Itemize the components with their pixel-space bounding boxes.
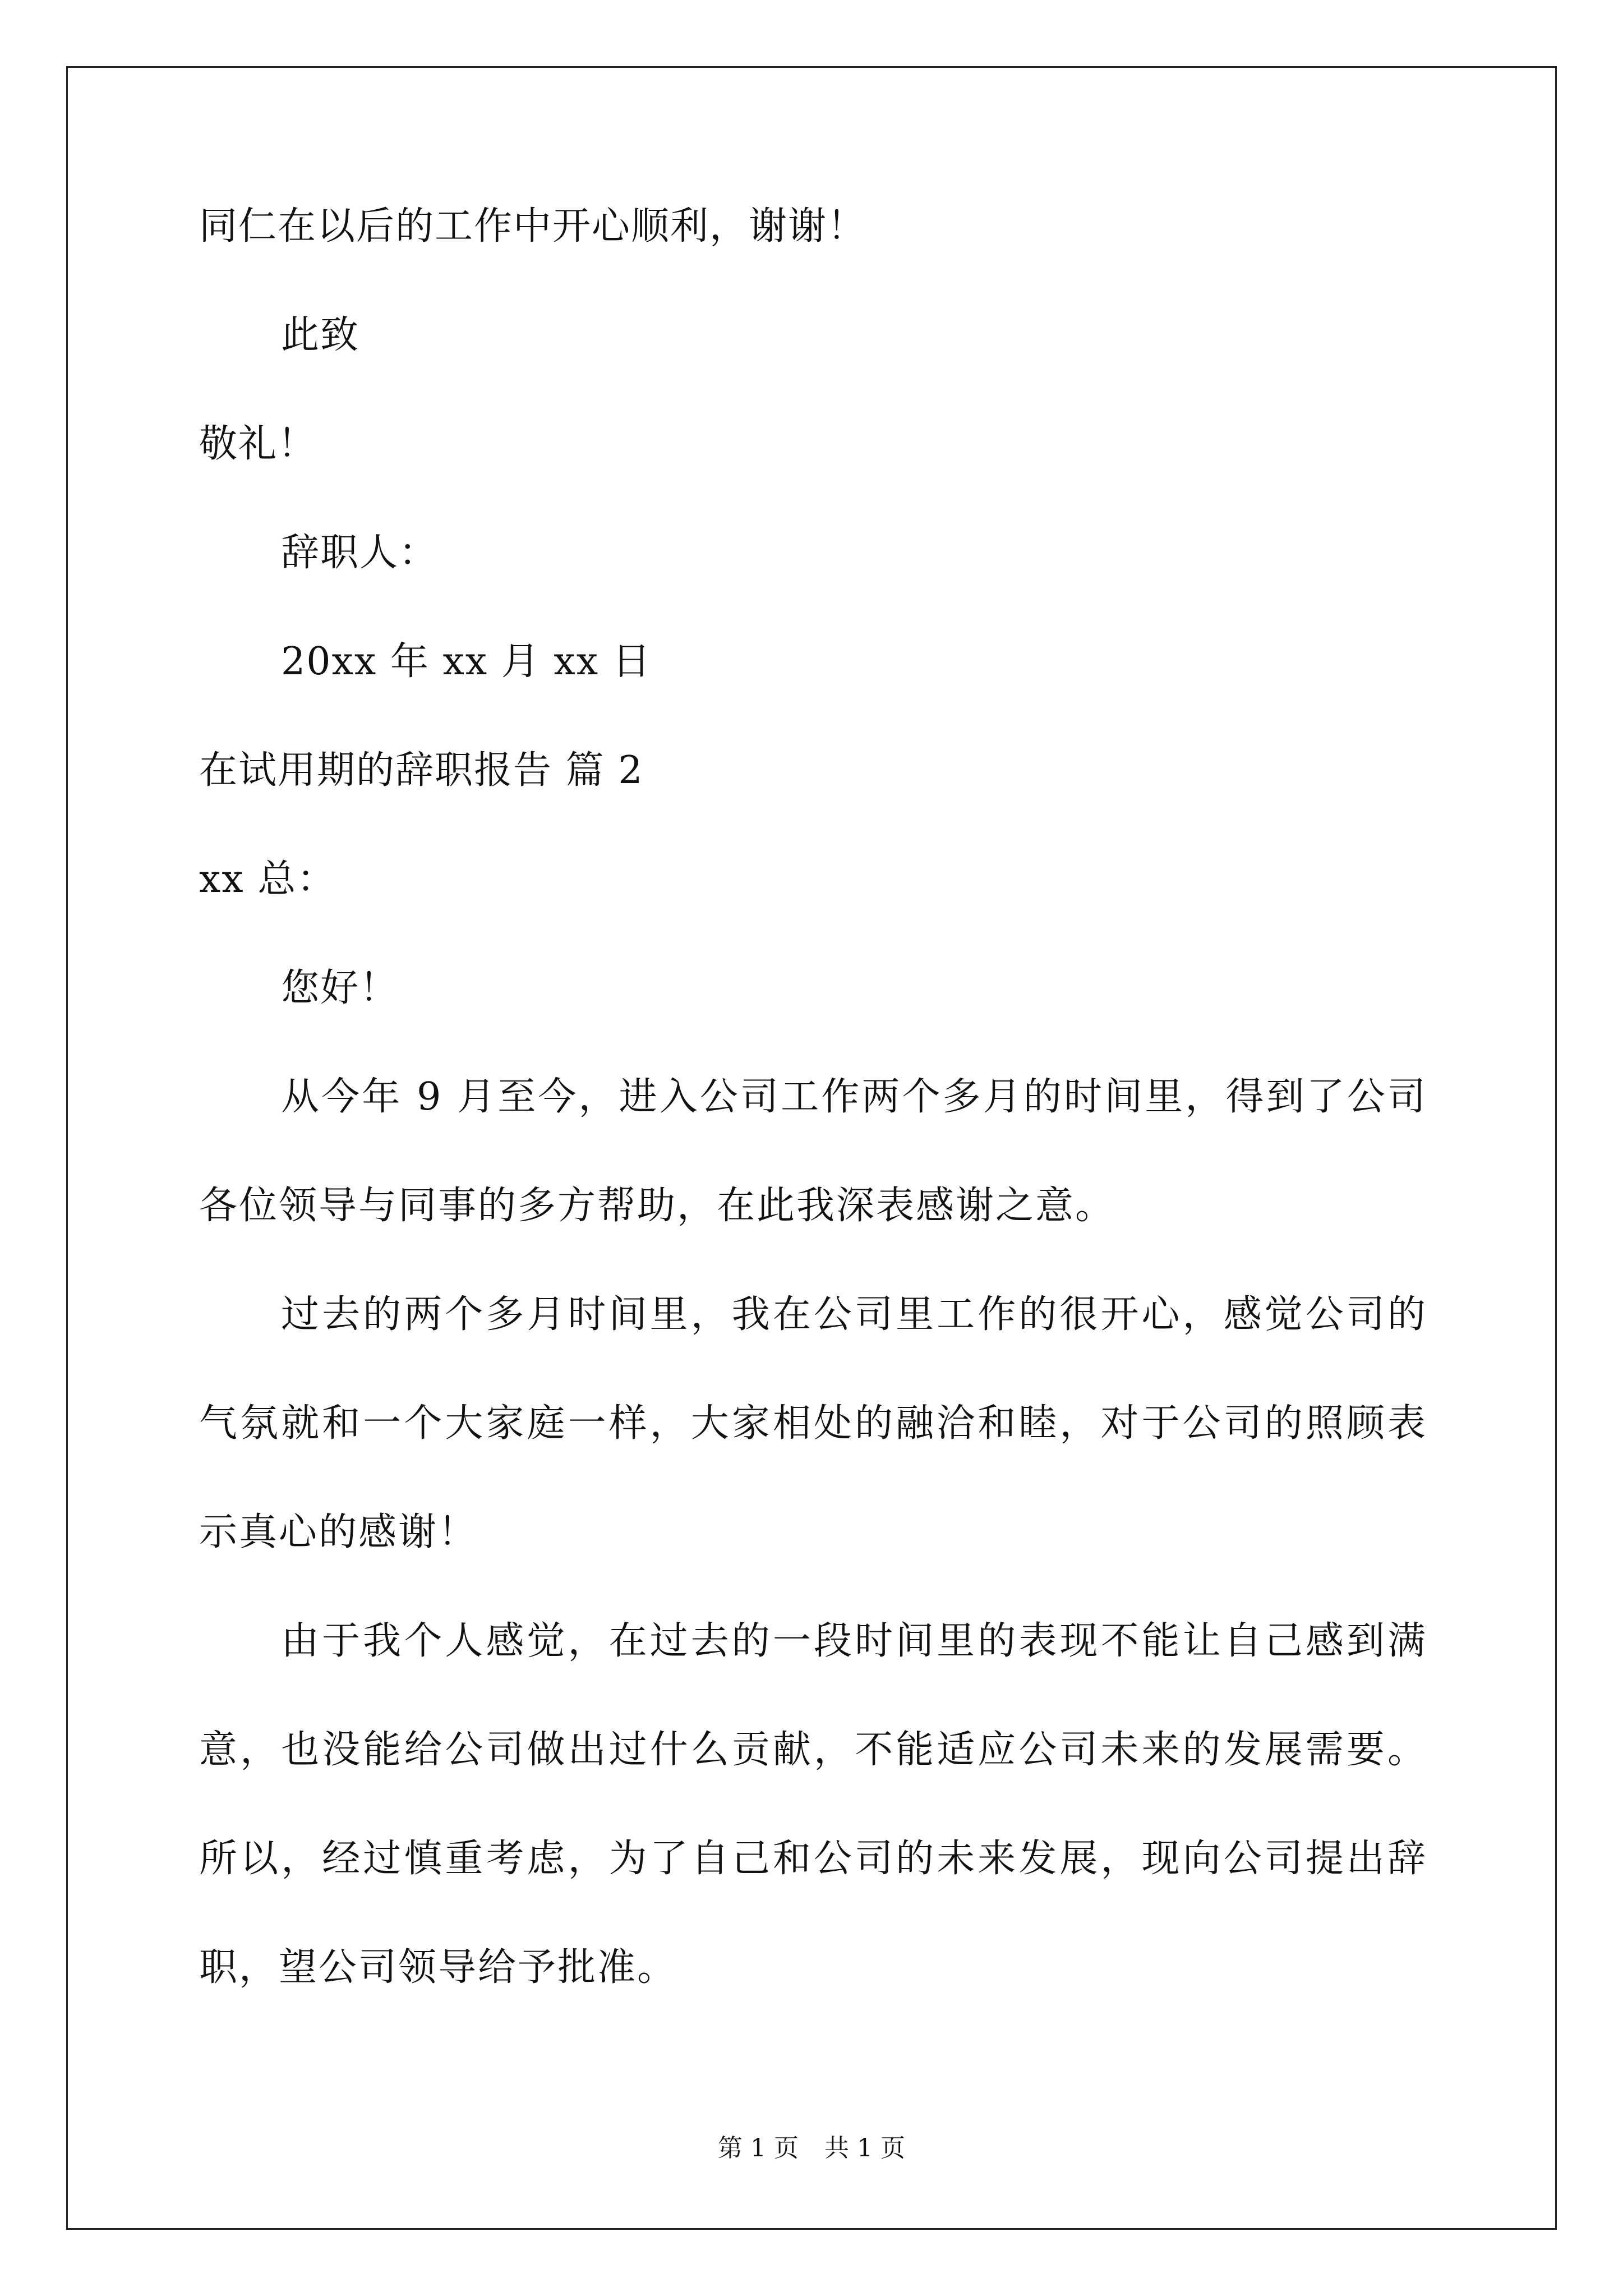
page-total: 共 1 页: [824, 2134, 905, 2162]
paragraph-3: 由于我个人感觉，在过去的一段时间里的表现不能让自己感到满意，也没能给公司做出过什么贡献，不能适应公司未来的发展需要。所以，经过慎重考虑，为了自己和公司的未来发展，现向公司提出辞职，望公司领导给予批准。: [199, 1619, 1427, 1990]
recipient-line: xx 总：: [199, 857, 336, 901]
closing-wishes-line: 同仁在以后的工作中开心顺利，谢谢！: [199, 204, 867, 249]
resigner-label: 辞职人：: [281, 531, 439, 575]
salutation-cizhi: 此致: [281, 313, 360, 357]
document-body: [199, 199, 1427, 2049]
page-footer: [0, 2132, 1623, 2165]
page-number: 第 1 页: [718, 2134, 799, 2162]
greeting-line: 您好！: [281, 966, 399, 1010]
paragraph-1: 从今年 9 月至今，进入公司工作两个多月的时间里，得到了公司各位领导与同事的多方帮助，在此我深表感谢之意。: [199, 1075, 1427, 1228]
section-title: 在试用期的辞职报告 篇 2: [199, 748, 644, 793]
date-line: 20xx 年 xx 月 xx 日: [281, 639, 652, 684]
salutation-jingli: 敬礼！: [199, 422, 317, 466]
paragraph-2: 过去的两个多月时间里，我在公司里工作的很开心，感觉公司的气氛就和一个大家庭一样，大家相处的融洽和睦，对于公司的照顾表示真心的感谢！: [199, 1292, 1427, 1554]
